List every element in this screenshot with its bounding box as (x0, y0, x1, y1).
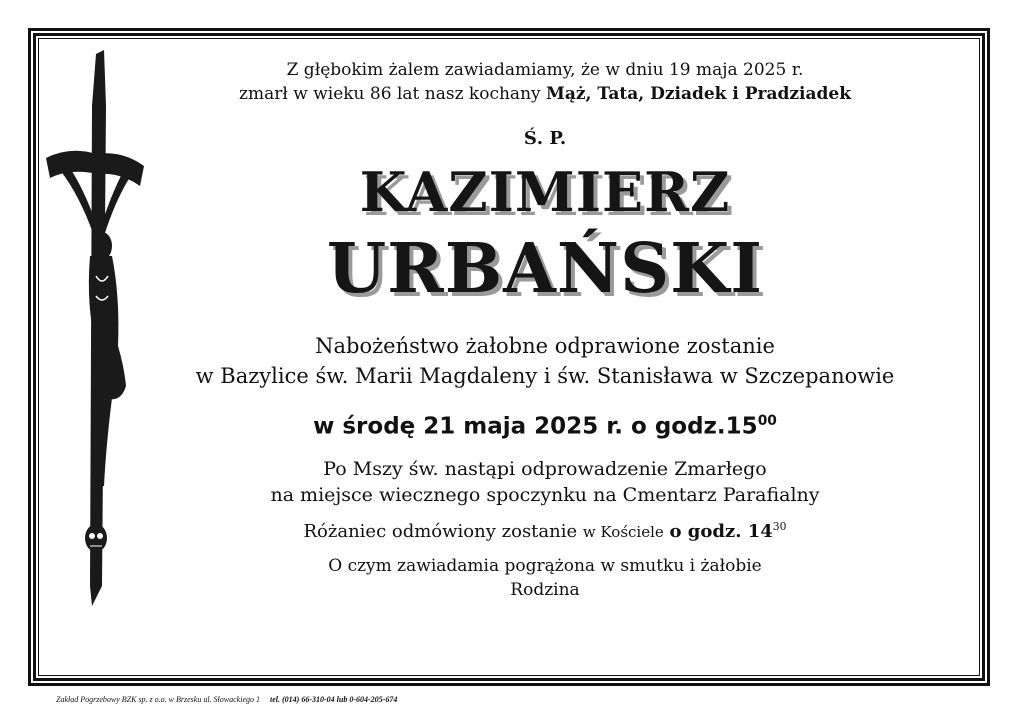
funeral-datetime (130, 413, 960, 440)
mass-info (130, 331, 960, 391)
sp-title: Ś. P. (523, 128, 567, 149)
last-name: URBAŃSKI (326, 229, 764, 309)
after-mass-line-1: Po Mszy św. nastąpi odprowadzenie Zmarłego (323, 457, 767, 480)
intro-line-2 (130, 82, 960, 106)
rosary-info (130, 520, 960, 542)
intro-line-1: Z głębokim żalem zawiadamiamy, że w dniu 19 maja 2025 r. (286, 60, 804, 80)
rosary-minutes: 30 (772, 519, 787, 533)
closing-text (130, 554, 960, 602)
closing-line-2: Rodzina (510, 579, 580, 600)
mass-line-2: w Bazylice św. Marii Magdaleny i św. Stanisława w Szczepanowie (195, 364, 895, 388)
mass-line-1: Nabożeństwo żałobne odprawione zostanie (315, 334, 775, 358)
after-mass-line-2: na miejsce wiecznego spoczynku na Cmentarz Parafialny (270, 483, 820, 506)
rosary-text: Różaniec odmówiony zostanie (303, 520, 578, 542)
intro-text (130, 58, 960, 106)
rosary-time: o godz. 14 (669, 520, 773, 542)
family-roles: Mąż, Tata, Dziadek i Pradziadek (546, 84, 851, 104)
footer-phone: tel. (014) 66-310-04 lub 0-604-205-674 (270, 695, 398, 704)
funeral-datetime-text: w środę 21 maja 2025 r. o godz.15 (313, 413, 758, 440)
after-mass-info (130, 456, 960, 508)
rosary-place: w Kościele (582, 522, 664, 541)
obituary-content (130, 48, 960, 602)
footer (56, 695, 397, 704)
closing-line-1: O czym zawiadamia pogrążona w smutku i żałobie (328, 555, 762, 576)
funeral-minutes: 00 (757, 413, 777, 429)
footer-company: Zakład Pogrzebowy BZK sp. z o.o. w Brzesku ul. Słowackiego 1 (56, 695, 260, 704)
intro-line-2-prefix: zmarł w wieku 86 lat nasz kochany (239, 84, 541, 104)
first-name: KAZIMIERZ (359, 160, 731, 224)
